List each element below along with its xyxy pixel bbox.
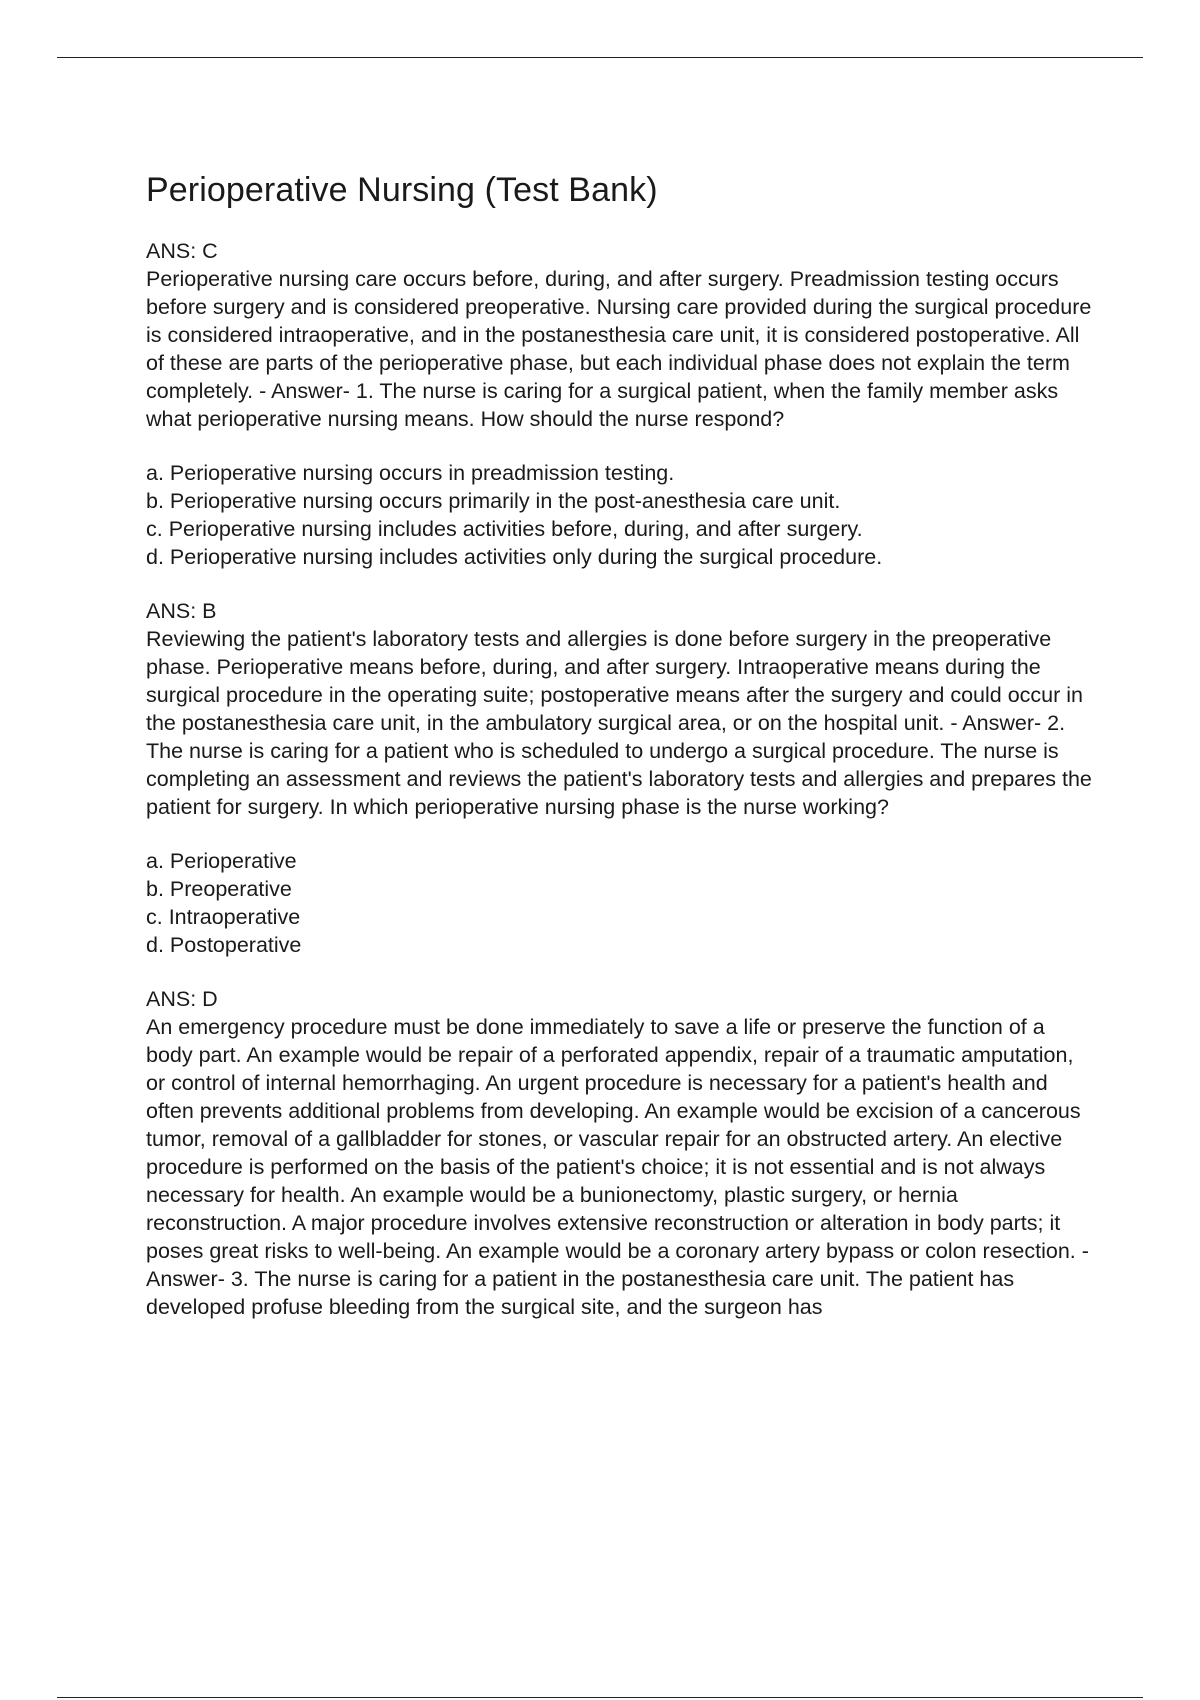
option-b: b. Preoperative [146,876,292,901]
top-rule [57,57,1143,58]
option-d: d. Perioperative nursing includes activities only during the surgical procedure. [146,544,883,569]
rationale-and-question: An emergency procedure must be done immediately to save a life or preserve the function of a body part. An example would be repair of a perforated appendix, repair of a traumatic amputation, or control of internal hemorrhaging. An urgent procedure is necessary for a patient's health and often prevents additional problems from developing. An example would be excision of a cancerous tumor, removal of a gallbladder for stones, or vascular repair for an obstructed artery. An elective procedure is performed on the basis of the patient's choice; it is not essential and is not always necessary for health. An example would be a bunionectomy, plastic surgery, or hernia reconstruction. A major procedure involves extensive reconstruction or alteration in body parts; it poses great risks to well-being. An example would be a coronary artery bypass or colon resection. - Answer- 3. The nurse is caring for a patient in the postanesthesia care unit. The patient has developed profuse bleeding from the surgical site, and the surgeon has [146,1014,1089,1319]
answer-key: ANS: C [146,238,218,263]
rationale-and-question: Perioperative nursing care occurs before, during, and after surgery. Preadmission testing occurs before surgery and is considered preoperative. Nursing care provided during the surgical procedure is considered intraoperative, and in the postanesthesia care unit, it is considered postoperative. All of these are parts of the perioperative phase, but each individual phase does not explain the term completely. - Answer- 1. The nurse is caring for a surgical patient, when the family member asks what perioperative nursing means. How should the nurse respond? [146,266,1092,431]
question-block-3 [146,985,1096,1321]
answer-options [146,847,1096,959]
option-c: c. Perioperative nursing includes activities before, during, and after surgery. [146,516,863,541]
question-block-2 [146,597,1096,959]
option-c: c. Intraoperative [146,904,301,929]
question-block-1 [146,237,1096,571]
option-a: a. Perioperative nursing occurs in preadmission testing. [146,460,675,485]
document-body [146,170,1096,1321]
rationale-and-question: Reviewing the patient's laboratory tests and allergies is done before surgery in the preoperative phase. Perioperative means before, during, and after surgery. Intraoperative means during the surgical procedure in the operating suite; postoperative means after the surgery and could occur in the postanesthesia care unit, in the ambulatory surgical area, or on the hospital unit. - Answer- 2. The nurse is caring for a patient who is scheduled to undergo a surgical procedure. The nurse is completing an assessment and reviews the patient's laboratory tests and allergies and prepares the patient for surgery. In which perioperative nursing phase is the nurse working? [146,626,1092,819]
bottom-rule [57,1697,1143,1698]
answer-key: ANS: D [146,986,218,1011]
answer-options [146,459,1096,571]
answer-key: ANS: B [146,598,217,623]
document-title: Perioperative Nursing (Test Bank) [146,171,658,209]
option-a: a. Perioperative [146,848,297,873]
option-d: d. Postoperative [146,932,302,957]
option-b: b. Perioperative nursing occurs primarily in the post-anesthesia care unit. [146,488,841,513]
